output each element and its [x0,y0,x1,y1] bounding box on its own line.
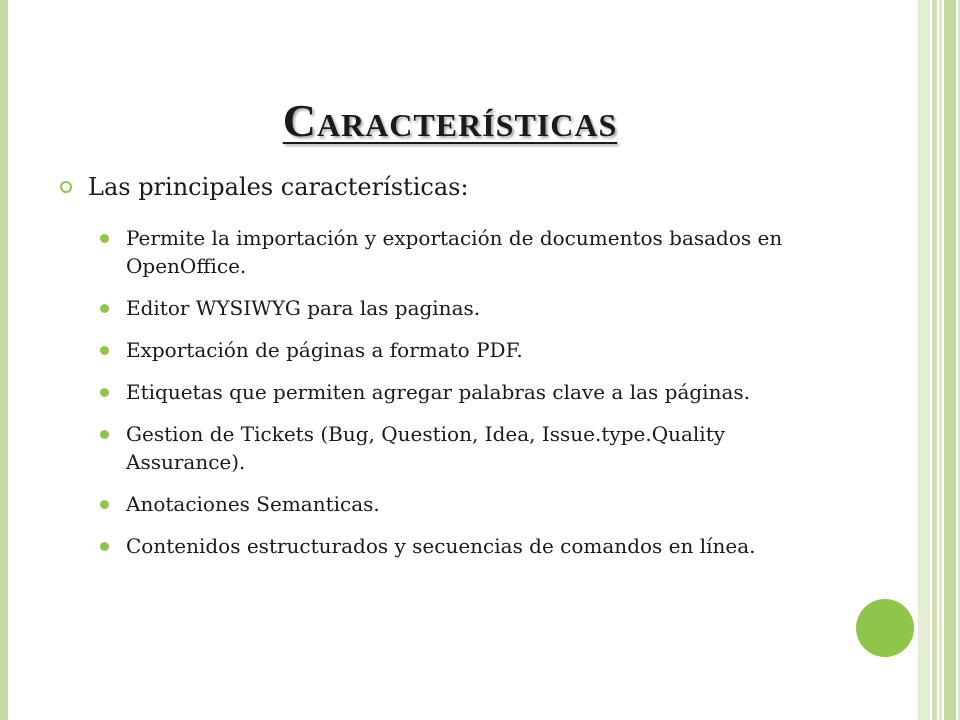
list-item-text: Etiquetas que permiten agregar palabras clave a las páginas. [126,380,750,404]
stripe [932,0,937,720]
list-item-text: Editor WYSIWYG para las paginas. [126,296,481,320]
stripe [939,0,942,720]
dot-bullet-icon [100,388,109,397]
list-item-text: Contenidos estructurados y secuencias de comandos en línea. [126,534,756,558]
green-circle-decoration [856,599,914,657]
list-item-text: Permite la importación y exportación de documentos basados en OpenOffice. [126,226,783,278]
list-item [100,224,840,280]
stripe [918,0,930,720]
right-decorative-stripes [918,0,960,720]
intro-text: Las principales características: [88,173,469,201]
dot-bullet-icon [100,542,109,551]
list-item-text: Anotaciones Semanticas. [126,492,380,516]
list-item-text: Gestion de Tickets (Bug, Question, Idea, Issue.type.Quality Assurance). [126,422,726,474]
dot-bullet-icon [100,346,109,355]
ring-bullet-icon [60,181,72,193]
dot-bullet-icon [100,234,109,243]
list-item [100,420,840,476]
intro-bullet [60,172,469,202]
dot-bullet-icon [100,500,109,509]
dot-bullet-icon [100,430,109,439]
list-item [100,336,840,364]
list-item [100,378,840,406]
list-item [100,532,840,560]
slide-title: Características [282,95,618,146]
dot-bullet-icon [100,304,109,313]
list-item [100,294,840,322]
list-item [100,490,840,518]
stripe [944,0,956,720]
feature-list [100,224,840,574]
list-item-text: Exportación de páginas a formato PDF. [126,338,523,362]
